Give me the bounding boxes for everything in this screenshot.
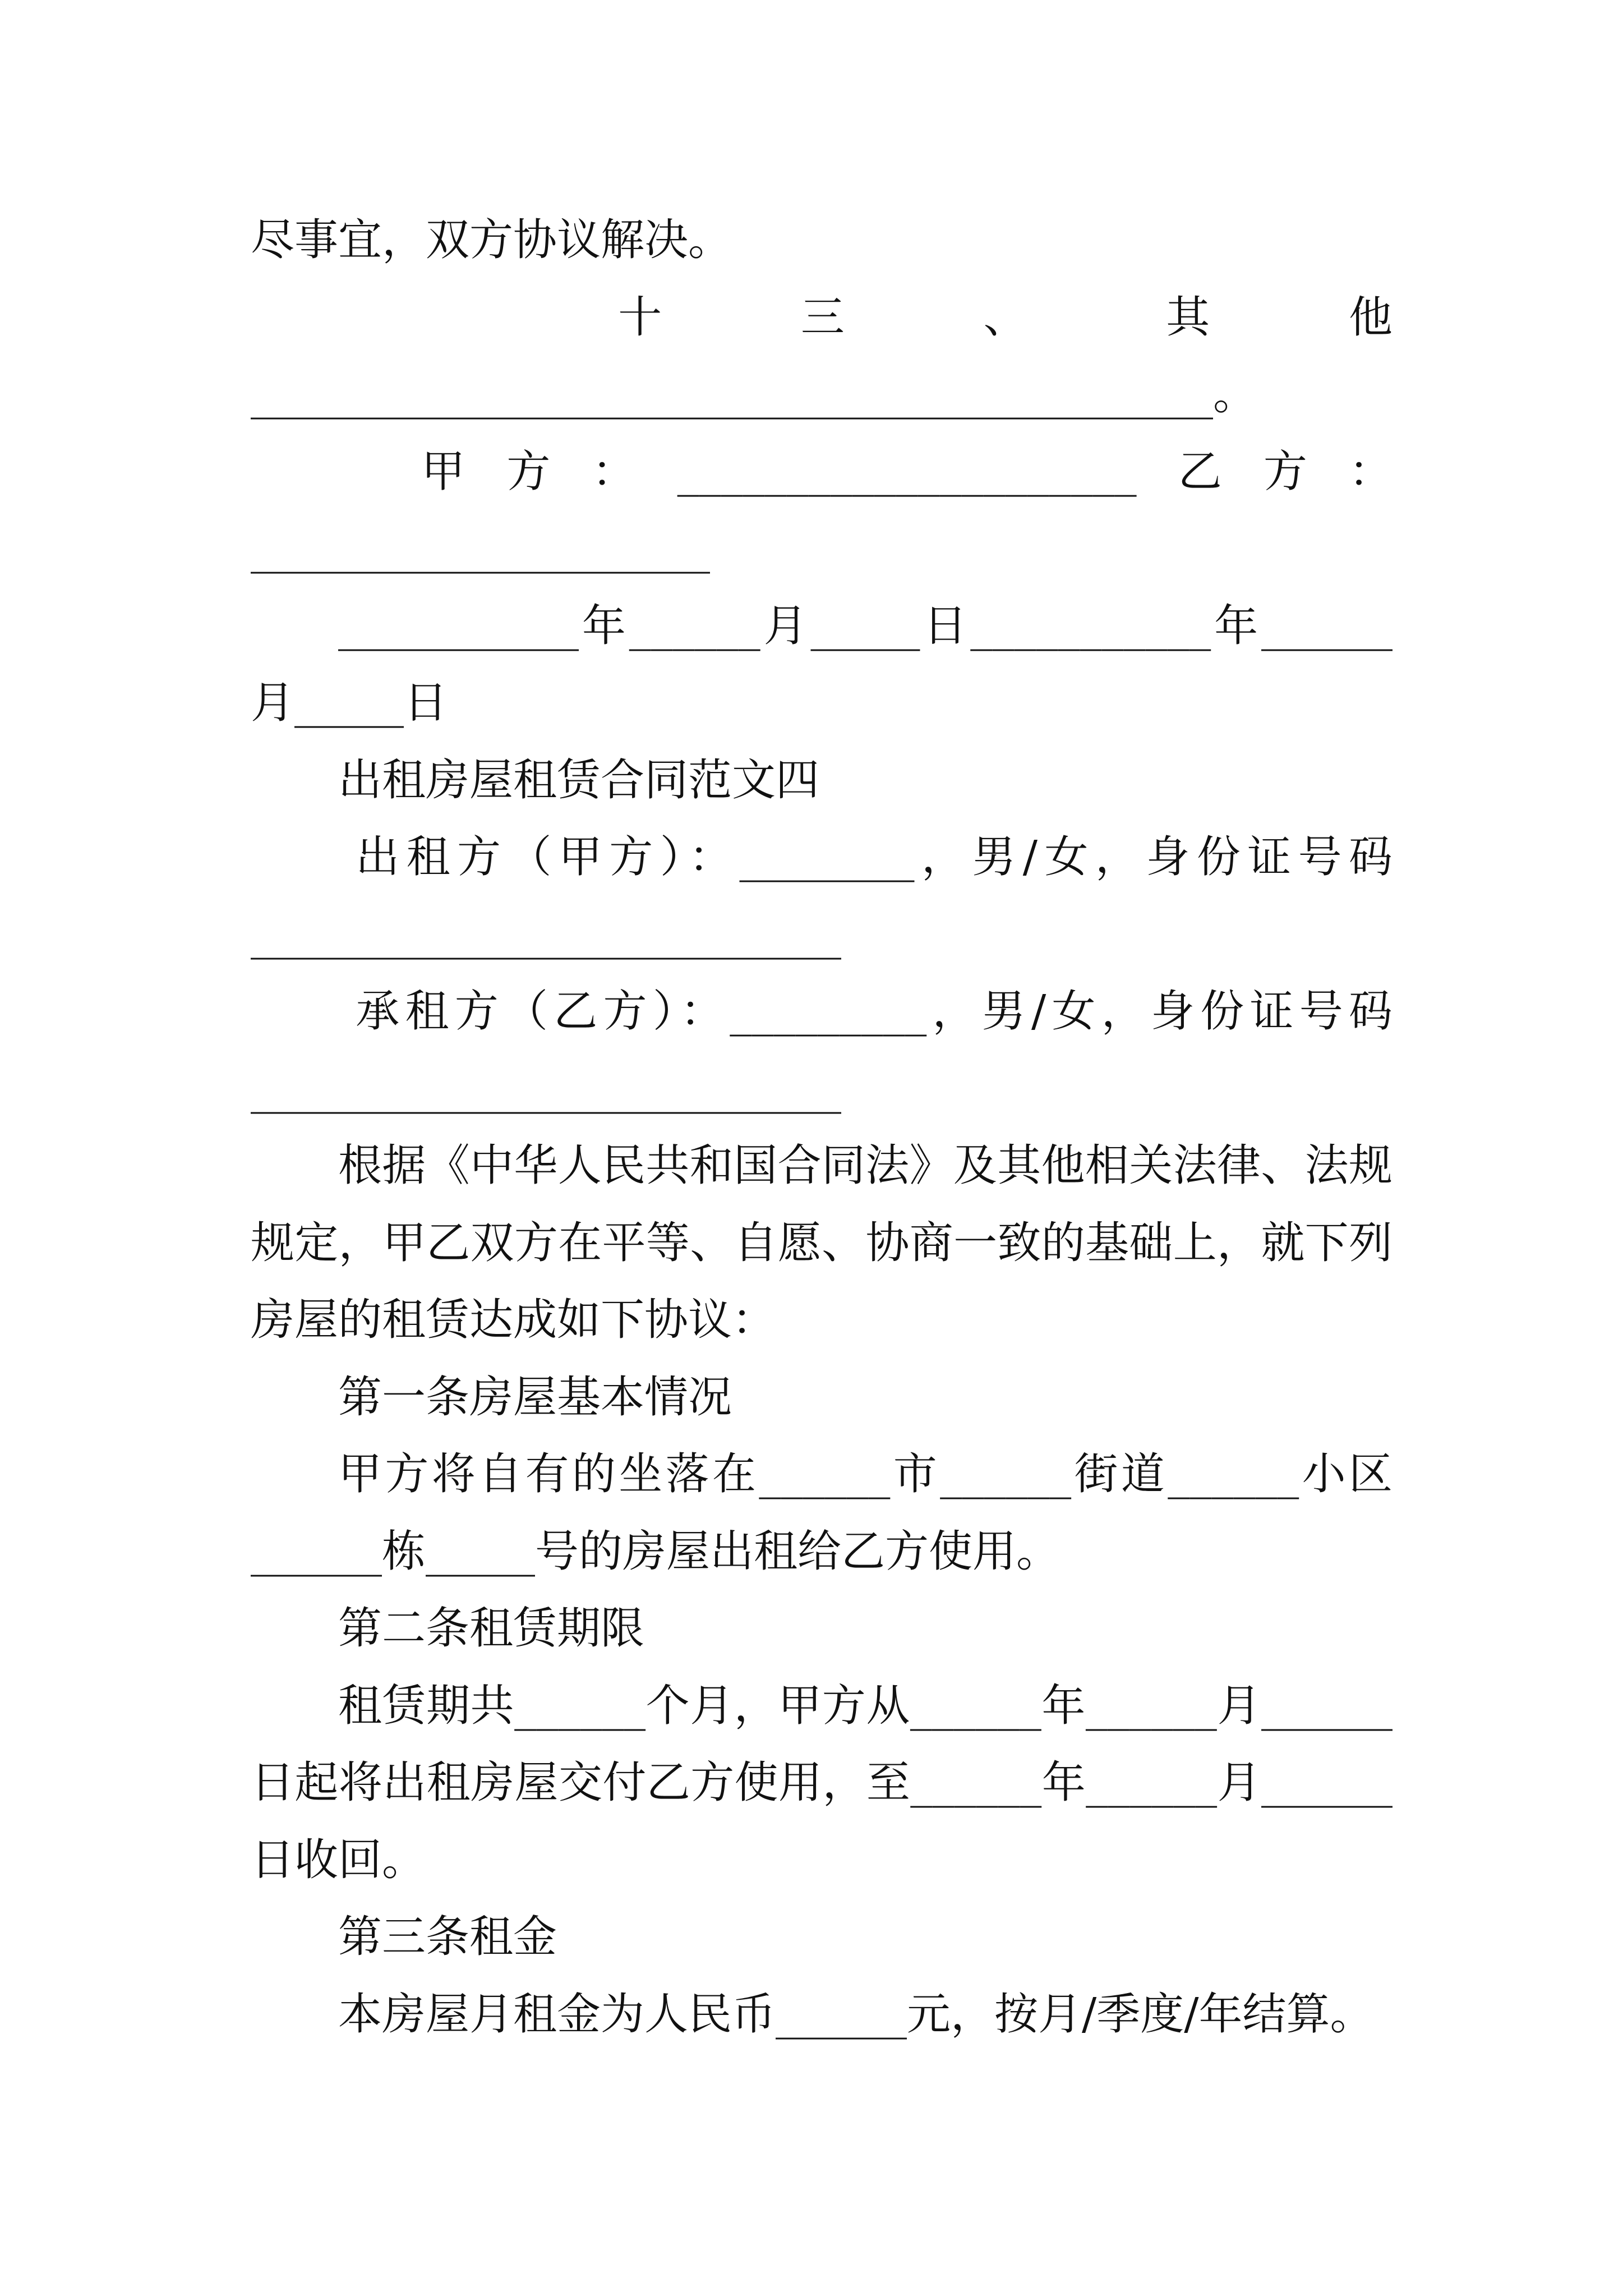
preamble-line: 根据《中华人民共和国合同法》及其他相关法律、法规 [338,1140,1393,1191]
article-2-text-line: 日收回。 [251,1834,426,1885]
article-2-text-line: 日起将出租房屋交付乙方使用，至______年______月______ [251,1757,1393,1808]
article-1-text-line: ______栋_____号的房屋出租给乙方使用。 [251,1526,1061,1577]
section-13-carryover-text: 尽事宜，双方协议解决。 [251,215,732,265]
contract-title: 出租房屋租赁合同范文四 [338,754,820,806]
article-2-text-line: 租赁期共______个月，甲方从______年______月______ [338,1680,1393,1731]
preamble-line: 房屋的租赁达成如下协议： [251,1295,776,1345]
party-b-signature-blank: _____________________ [251,523,710,574]
article-2-heading: 第二条租赁期限 [338,1603,645,1654]
other-terms-blank-line: ____________________________________________。 [251,369,1257,420]
preamble-line: 规定，甲乙双方在平等、自愿、协商一致的基础上，就下列 [251,1217,1393,1268]
signature-date-line: ___________年______月_____日___________年______ [338,600,1393,651]
article-3-text-line: 本房屋月租金为人民币______元，按月/季度/年结算。 [338,1989,1374,2040]
lessee-info-line: 承租方（乙方）：_________，男/女，身份证号码 [356,986,1393,1037]
signature-date-line-end: 月_____日 [251,678,448,728]
lessor-id-number-blank: ___________________________ [251,909,841,960]
lessor-info-line: 出租方（甲方）：________，男/女，身份证号码 [356,832,1393,882]
lessee-id-number-blank: ___________________________ [251,1063,841,1114]
article-1-heading: 第一条房屋基本情况 [338,1372,732,1423]
article-3-heading: 第三条租金 [338,1912,557,1962]
signature-party-line: 甲方：_____________________乙方： [421,446,1393,497]
section-13-heading: 十三、其他 [618,292,1393,343]
document-body [251,202,1393,2053]
article-1-text-line: 甲方将自有的坐落在______市______街道______小区 [338,1449,1393,1499]
